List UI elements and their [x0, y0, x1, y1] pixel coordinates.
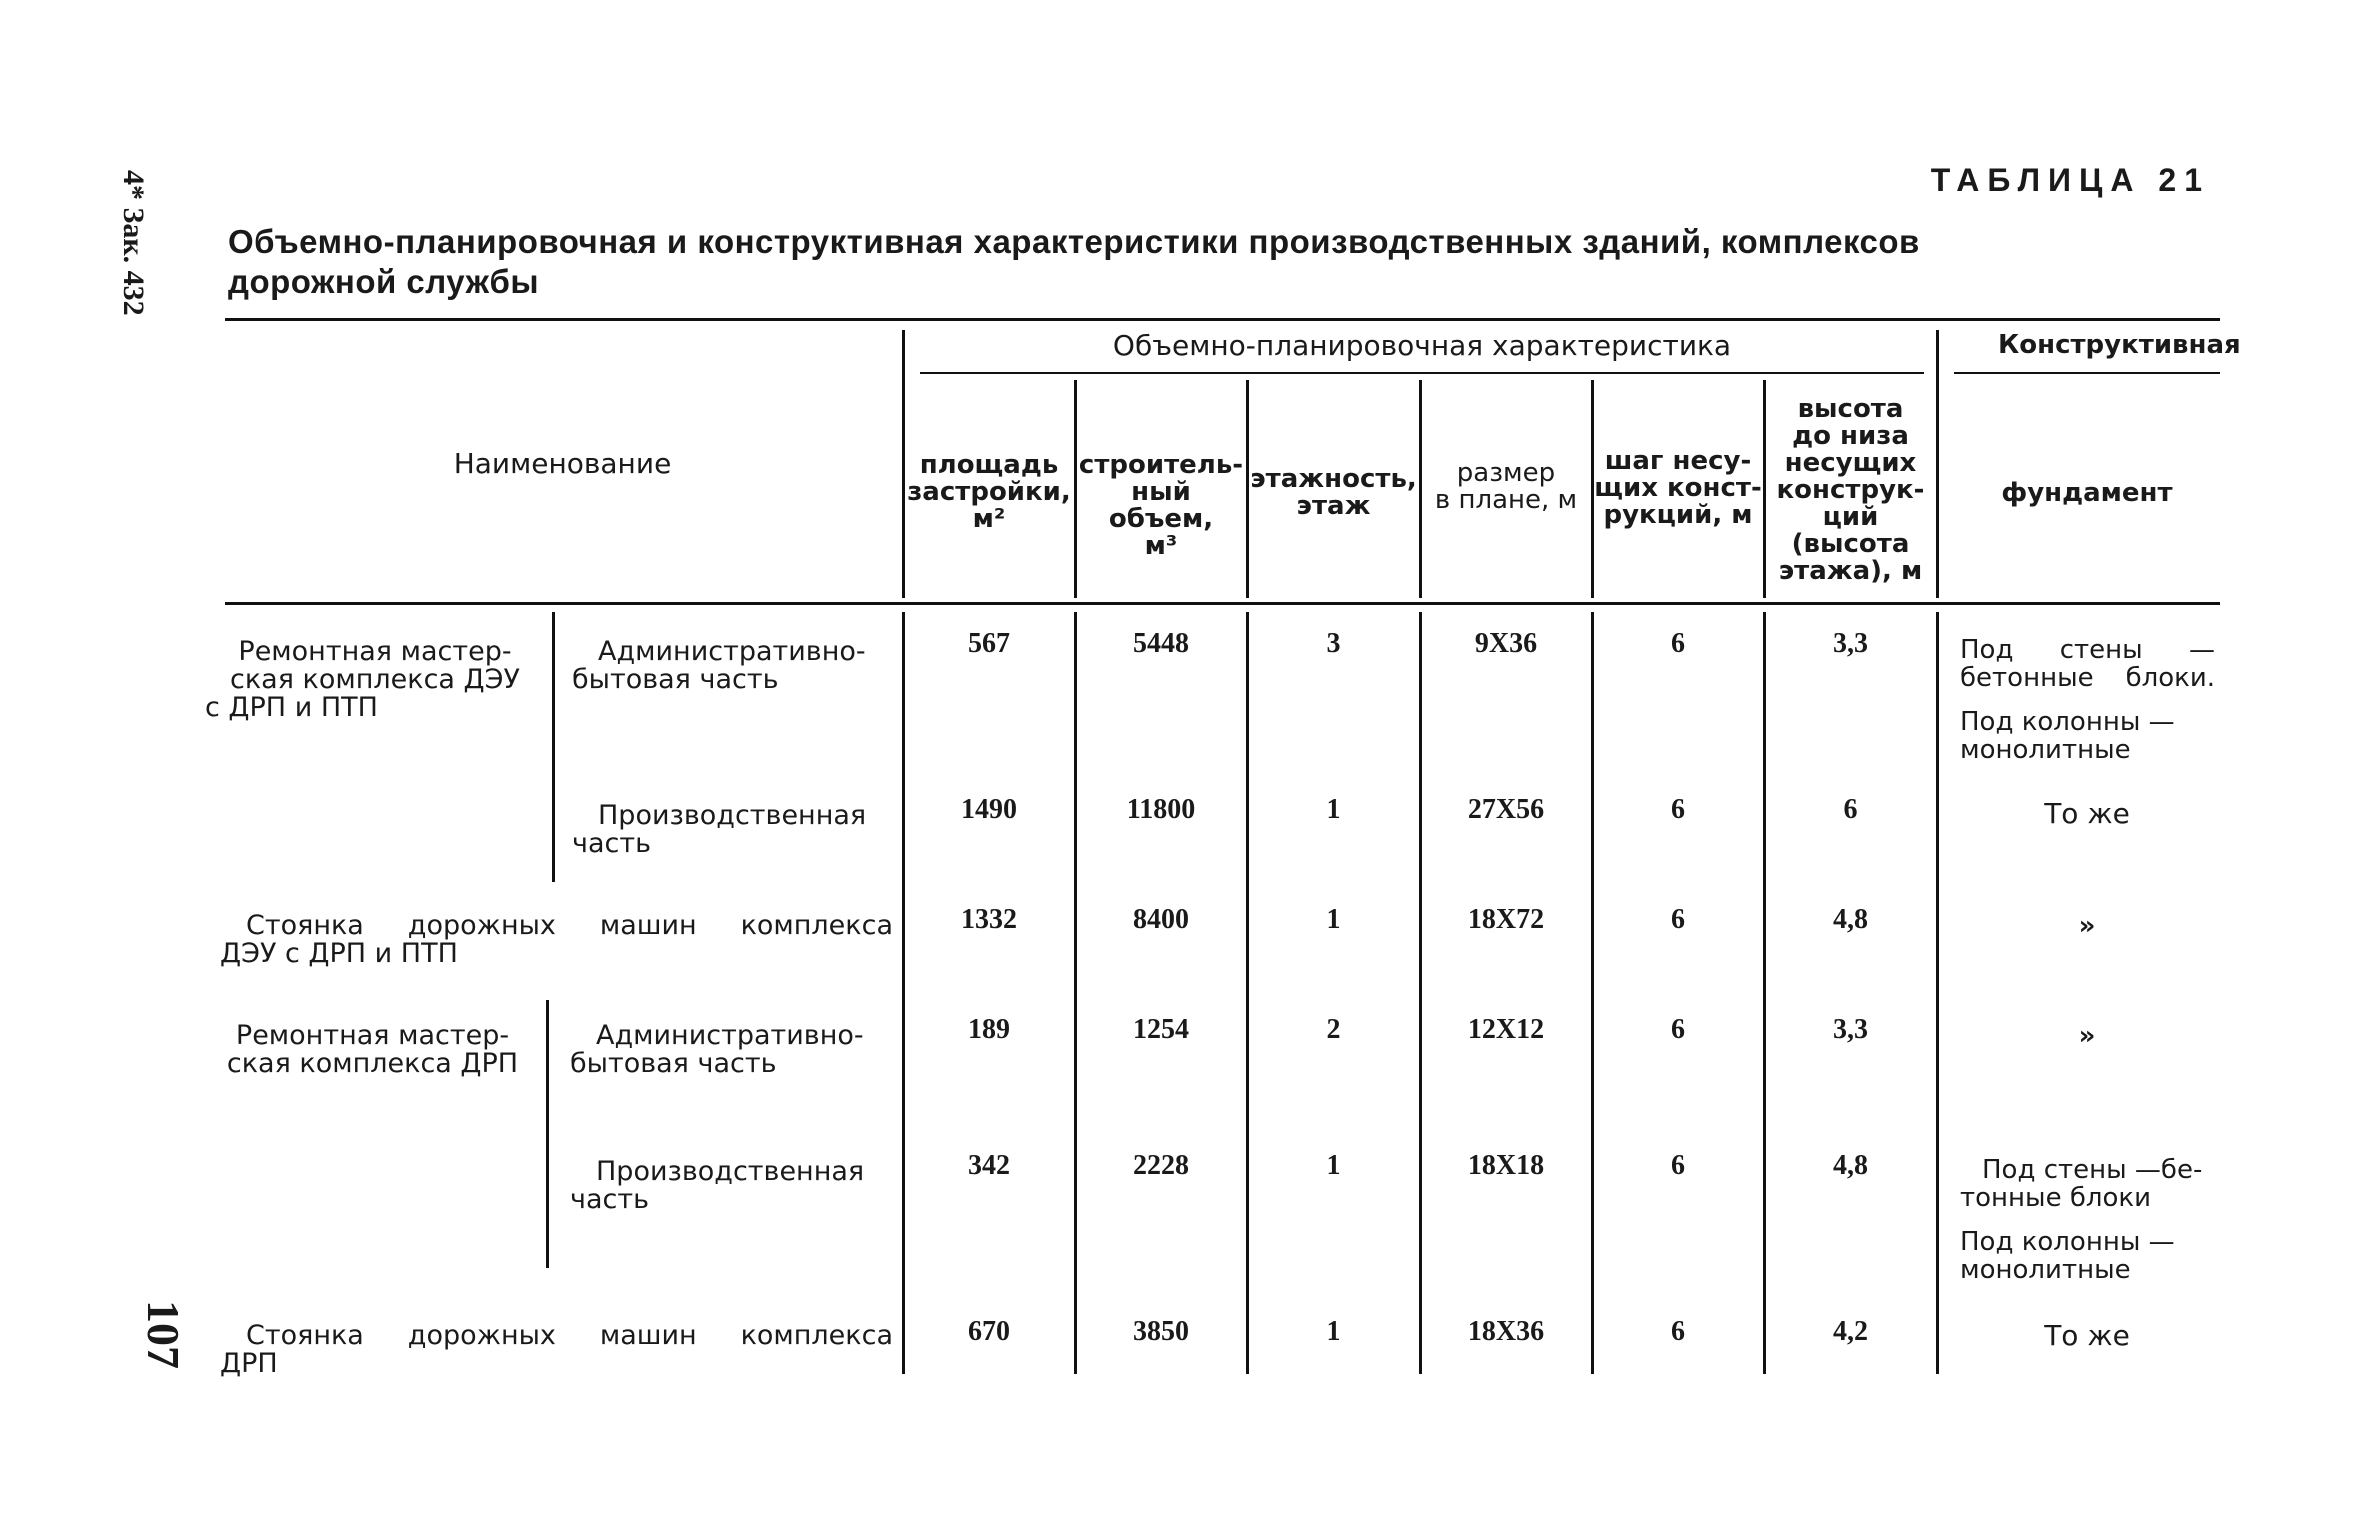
cell-foundation [1960, 636, 2222, 764]
page-number: 107 [138, 1300, 189, 1369]
body-sep-size [1591, 612, 1594, 1374]
part-name-line: Административно- [596, 1020, 864, 1051]
header-name: Наименование [453, 447, 672, 480]
foundation-line: Под стены —бе- [1982, 1155, 2203, 1185]
cell-foundation [1960, 1156, 2222, 1284]
cell-foundation: То же [2044, 797, 2130, 830]
group-bracket-1 [552, 612, 555, 882]
body-sep-volume [1246, 612, 1249, 1374]
cell-volume: 5448 [1133, 628, 1189, 659]
cell-height: 6 [1843, 794, 1858, 825]
cell-volume: 3850 [1133, 1316, 1189, 1347]
cell-foundation: » [2078, 911, 2096, 941]
group-name [205, 638, 545, 722]
cell-step: 6 [1671, 1150, 1685, 1181]
cell-size: 18X36 [1467, 1316, 1545, 1347]
cell-volume: 11800 [1126, 794, 1196, 825]
cell-size: 18X72 [1467, 904, 1545, 935]
table-title: Объемно-планировочная и конструктивная характеристики производственных зданий, комплексов дорожной службы [228, 223, 1920, 300]
header-volume-line: м³ [1144, 531, 1178, 561]
foundation-line: монолитные [1960, 735, 2131, 765]
cell-size: 12X12 [1467, 1014, 1545, 1045]
row-name [220, 912, 895, 968]
header-bottom-rule-2 [1954, 602, 2220, 605]
header-height-line: несущих [1784, 448, 1917, 478]
foundation-line: Под стены — [1960, 635, 2215, 665]
foundation-line: Под колонны — [1960, 1227, 2175, 1257]
cell-step: 6 [1671, 794, 1685, 825]
header-foundation: фундамент [2001, 478, 2173, 508]
foundation-line: бетонные блоки. [1960, 663, 2215, 693]
cell-size: 27X56 [1467, 794, 1545, 825]
header-bottom-rule [225, 602, 2220, 605]
body-sep-floors [1419, 612, 1422, 1374]
header-floors [1249, 466, 1418, 520]
group-name [205, 1022, 540, 1078]
cell-height: 4,8 [1833, 1150, 1868, 1181]
cell-floors: 1 [1326, 1150, 1341, 1181]
header-height-line: конструк- [1776, 475, 1925, 505]
header-volume [1077, 452, 1245, 560]
header-step-line: шаг несу- [1604, 446, 1752, 476]
part-name [572, 638, 892, 694]
cell-area: 189 [968, 1014, 1010, 1045]
cell-area: 342 [968, 1150, 1010, 1181]
header-floors-line: этажность, [1250, 464, 1417, 494]
header-size-line: размер [1456, 458, 1556, 488]
group1-rule [920, 372, 1924, 374]
part-name [570, 1158, 890, 1214]
header-step-line: рукций, м [1603, 500, 1753, 530]
cell-floors: 3 [1326, 628, 1341, 659]
group-name-line: Ремонтная мастер- [238, 636, 512, 667]
header-step [1594, 448, 1762, 529]
header-height-line: ций [1822, 502, 1879, 532]
cell-size: 18X18 [1467, 1150, 1545, 1181]
cell-height: 4,2 [1833, 1316, 1868, 1347]
body-sep-area [1074, 612, 1077, 1374]
group-name-line: ская комплекса ДЭУ [230, 664, 520, 695]
group-name-line: Ремонтная мастер- [235, 1020, 510, 1051]
part-name-line: бытовая часть [570, 1048, 777, 1079]
cell-area: 1332 [961, 904, 1017, 935]
cell-volume: 2228 [1133, 1150, 1189, 1181]
cell-foundation: » [2078, 1021, 2096, 1051]
body-sep-height [1936, 612, 1939, 1374]
body-sep-step [1763, 612, 1766, 1374]
cell-floors: 1 [1326, 1316, 1341, 1347]
header-area-line: застройки, [907, 477, 1071, 507]
row-name-line: Стоянка дорожных машин комплекса [246, 910, 893, 941]
cell-floors: 1 [1326, 904, 1341, 935]
row-name-line: ДРП [220, 1348, 278, 1379]
header-volume-line: строитель- [1078, 450, 1244, 480]
cell-area: 567 [968, 628, 1010, 659]
cell-height: 3,3 [1833, 628, 1868, 659]
cell-step: 6 [1671, 1316, 1685, 1347]
cell-foundation: То же [2044, 1319, 2130, 1352]
cell-area: 670 [968, 1316, 1010, 1347]
header-size-line: в плане, м [1434, 485, 1578, 515]
foundation-line: Под колонны — [1960, 707, 2175, 737]
order-reference: 4* Зак. 432 [117, 170, 150, 316]
header-area-line: м² [972, 504, 1006, 534]
group-name-line: с ДРП и ПТП [205, 692, 378, 723]
body-sep-name [902, 612, 905, 1374]
cell-step: 6 [1671, 1014, 1685, 1045]
foundation-line: тонные блоки [1960, 1183, 2152, 1213]
header-height-line: высота [1797, 394, 1904, 424]
row-name [220, 1322, 895, 1378]
top-rule [225, 318, 2220, 321]
cell-floors: 2 [1326, 1014, 1341, 1045]
header-floors-line: этаж [1296, 491, 1371, 521]
row-name-line: Стоянка дорожных машин комплекса [246, 1320, 893, 1351]
header-height-line: этажа), м [1778, 556, 1923, 586]
part-name-line: Административно- [598, 636, 866, 667]
header-area-line: площадь [919, 450, 1059, 480]
cell-area: 1490 [961, 794, 1017, 825]
table-number: ТАБЛИЦА 21 [1930, 162, 2210, 198]
header-size [1422, 460, 1590, 514]
cell-step: 6 [1671, 904, 1685, 935]
part-name [570, 1022, 890, 1078]
hdr-sep-height [1936, 330, 1939, 598]
cell-floors: 1 [1326, 794, 1341, 825]
foundation-line: монолитные [1960, 1255, 2131, 1285]
row-name-line: ДЭУ с ДРП и ПТП [220, 938, 458, 969]
part-name [572, 802, 892, 858]
group2-rule [1954, 372, 2220, 374]
cell-height: 3,3 [1833, 1014, 1868, 1045]
part-name-line: часть [572, 828, 651, 859]
header-volume-line: ный объем, [1108, 477, 1214, 534]
header-height [1766, 396, 1935, 585]
header-height-line: до низа [1792, 421, 1909, 451]
part-name-line: бытовая часть [572, 664, 779, 695]
header-group-volume-planning: Объемно-планировочная характеристика [1112, 329, 1732, 362]
header-height-line: (высота [1791, 529, 1910, 559]
header-group-constructive: Конструктивная [1998, 330, 2241, 360]
cell-volume: 1254 [1133, 1014, 1189, 1045]
part-name-line: часть [570, 1184, 649, 1215]
part-name-line: Производственная [598, 800, 867, 831]
cell-size: 9X36 [1474, 628, 1538, 659]
part-name-line: Производственная [596, 1156, 865, 1187]
cell-volume: 8400 [1133, 904, 1189, 935]
header-area [905, 452, 1073, 533]
cell-height: 4,8 [1833, 904, 1868, 935]
cell-step: 6 [1671, 628, 1685, 659]
header-step-line: щих конст- [1594, 473, 1762, 503]
group-name-line: ская комплекса ДРП [226, 1048, 519, 1079]
group-bracket-2 [546, 1000, 549, 1268]
